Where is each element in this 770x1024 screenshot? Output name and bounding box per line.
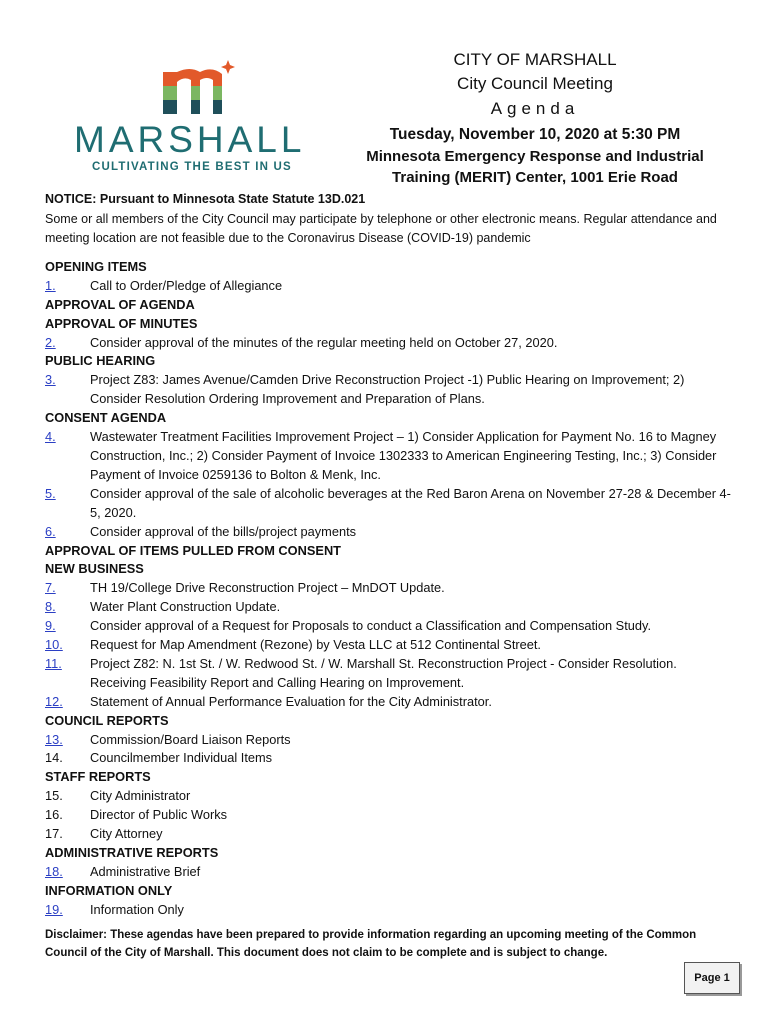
agenda-item [45,901,735,920]
agenda-item-link[interactable]: 7. [45,580,56,596]
section-heading: STAFF REPORTS [45,769,151,785]
section-heading: OPENING ITEMS [45,259,147,274]
section-heading: APPROVAL OF MINUTES [45,315,198,331]
section-heading: NEW BUSINESS [45,561,144,577]
notice-title: NOTICE: Pursuant to Minnesota State Statute 13D.021 [45,192,366,206]
agenda-item [45,731,735,750]
section-heading: CONSENT AGENDA [45,410,167,426]
logo-tagline: CULTIVATING THE BEST IN US [92,161,292,173]
agenda-item-number: 16. [45,807,63,823]
agenda-item-text: Councilmember Individual Items [90,750,273,766]
agenda-item-text: Administrative Brief [90,863,201,879]
agenda-item [45,749,735,768]
agenda-item-text: Call to Order/Pledge of Allegiance [90,277,283,293]
agenda-list [45,258,735,920]
agenda-item [45,523,735,542]
logo-wordmark: MARSHALL [74,119,306,160]
agenda-item-text: Wastewater Treatment Facilities Improvement Project – 1) Consider Application for Payment No. 16 to Magney Construction, Inc.; 2) Consider Payment of Invoice 1302333 to American Engineering Testing, Inc.; 3) Consider Payment of Invoice 0259136 to Bolton & Menk, Inc. [90,429,717,482]
agenda-item-link[interactable]: 9. [45,618,56,634]
agenda-item-text: Commission/Board Liaison Reports [90,731,291,747]
agenda-item-text: Consider approval of the sale of alcoholic beverages at the Red Baron Arena on November 27-28 & December 4-5, 2020. [90,485,731,520]
meeting-location-line2: Training (MERIT) Center, 1001 Erie Road [392,169,678,186]
agenda-item [45,787,735,806]
agenda-item-text: Statement of Annual Performance Evaluation for the City Administrator. [90,693,492,709]
section-heading: APPROVAL OF ITEMS PULLED FROM CONSENT [45,542,341,558]
agenda-item-link[interactable]: 10. [45,637,63,653]
agenda-item-number: 15. [45,788,63,804]
agenda-item-link[interactable]: 13. [45,731,63,747]
meeting-location-line1: Minnesota Emergency Response and Industrial [366,148,704,165]
disclaimer: Disclaimer: These agendas have been prepared to provide information regarding an upcoming meeting of the Common Council of the City of Marshall. This document does not claim to be complete and is subject to change. [45,929,697,959]
notice-block [45,190,735,249]
agenda-item [45,277,735,296]
agenda-item-link[interactable]: 19. [45,901,63,917]
section-heading: PUBLIC HEARING [45,353,156,369]
meeting-date: Tuesday, November 10, 2020 at 5:30 PM [389,126,681,143]
agenda-item-text: Consider approval of a Request for Proposals to conduct a Classification and Compensation Study. [90,618,652,634]
agenda-item-text: Director of Public Works [90,807,228,823]
agenda-item [45,693,735,712]
agenda-item [45,598,735,617]
section-heading: COUNCIL REPORTS [45,712,169,728]
agenda-item-link[interactable]: 5. [45,485,56,501]
marshall-m-logo-icon [160,58,240,118]
agenda-item-number: 14. [45,750,63,766]
city-title: CITY OF MARSHALL [453,50,617,69]
agenda-item [45,617,735,636]
agenda-title: Agenda [490,99,580,118]
agenda-item [45,825,735,844]
agenda-item [45,485,735,523]
agenda-item-link[interactable]: 8. [45,599,56,615]
section-heading: APPROVAL OF AGENDA [45,296,195,312]
agenda-item [45,863,735,882]
agenda-item-link[interactable]: 2. [45,334,56,350]
agenda-item-link[interactable]: 1. [45,277,56,293]
agenda-item-link[interactable]: 3. [45,372,56,388]
agenda-item-text: Project Z82: N. 1st St. / W. Redwood St. / W. Marshall St. Reconstruction Project - Consider Resolution. Receiving Feasibility Report and Calling Hearing on Improvement. [90,655,677,690]
section-heading: ADMINISTRATIVE REPORTS [45,844,219,860]
agenda-item-number: 17. [45,826,63,842]
agenda-item-link[interactable]: 18. [45,863,63,879]
agenda-item [45,428,735,485]
agenda-item-text: Consider approval of the bills/project payments [90,523,357,539]
agenda-item-text: City Attorney [90,826,163,842]
agenda-item-text: City Administrator [90,788,191,804]
agenda-item [45,334,735,353]
agenda-item [45,655,735,693]
agenda-item-link[interactable]: 4. [45,429,56,445]
agenda-item [45,579,735,598]
agenda-item-link[interactable]: 11. [45,655,62,671]
agenda-item-text: Information Only [90,901,184,917]
agenda-item-text: Consider approval of the minutes of the regular meeting held on October 27, 2020. [90,334,558,350]
agenda-item [45,371,735,409]
agenda-item-text: Request for Map Amendment (Rezone) by Vesta LLC at 512 Continental Street. [90,637,541,653]
page-number-badge: Page 1 [684,962,740,994]
agenda-item-link[interactable]: 6. [45,523,56,539]
notice-text: Some or all members of the City Council may participate by telephone or other electronic means. Regular attendance and meeting location are not feasible due to the Coronavirus Disease (COVID-19) pandemic [45,211,717,245]
agenda-item-text: TH 19/College Drive Reconstruction Project – MnDOT Update. [90,580,445,596]
agenda-item-link[interactable]: 12. [45,693,63,709]
section-heading: INFORMATION ONLY [45,882,173,898]
agenda-item-text: Project Z83: James Avenue/Camden Drive Reconstruction Project -1) Public Hearing on Improvement; 2) Consider Resolution Ordering Improvement and Preparation of Plans. [90,372,685,407]
marshall-logo [60,58,320,178]
agenda-item [45,806,735,825]
agenda-item-text: Water Plant Construction Update. [90,599,281,615]
meeting-title: City Council Meeting [457,74,613,93]
agenda-item [45,636,735,655]
